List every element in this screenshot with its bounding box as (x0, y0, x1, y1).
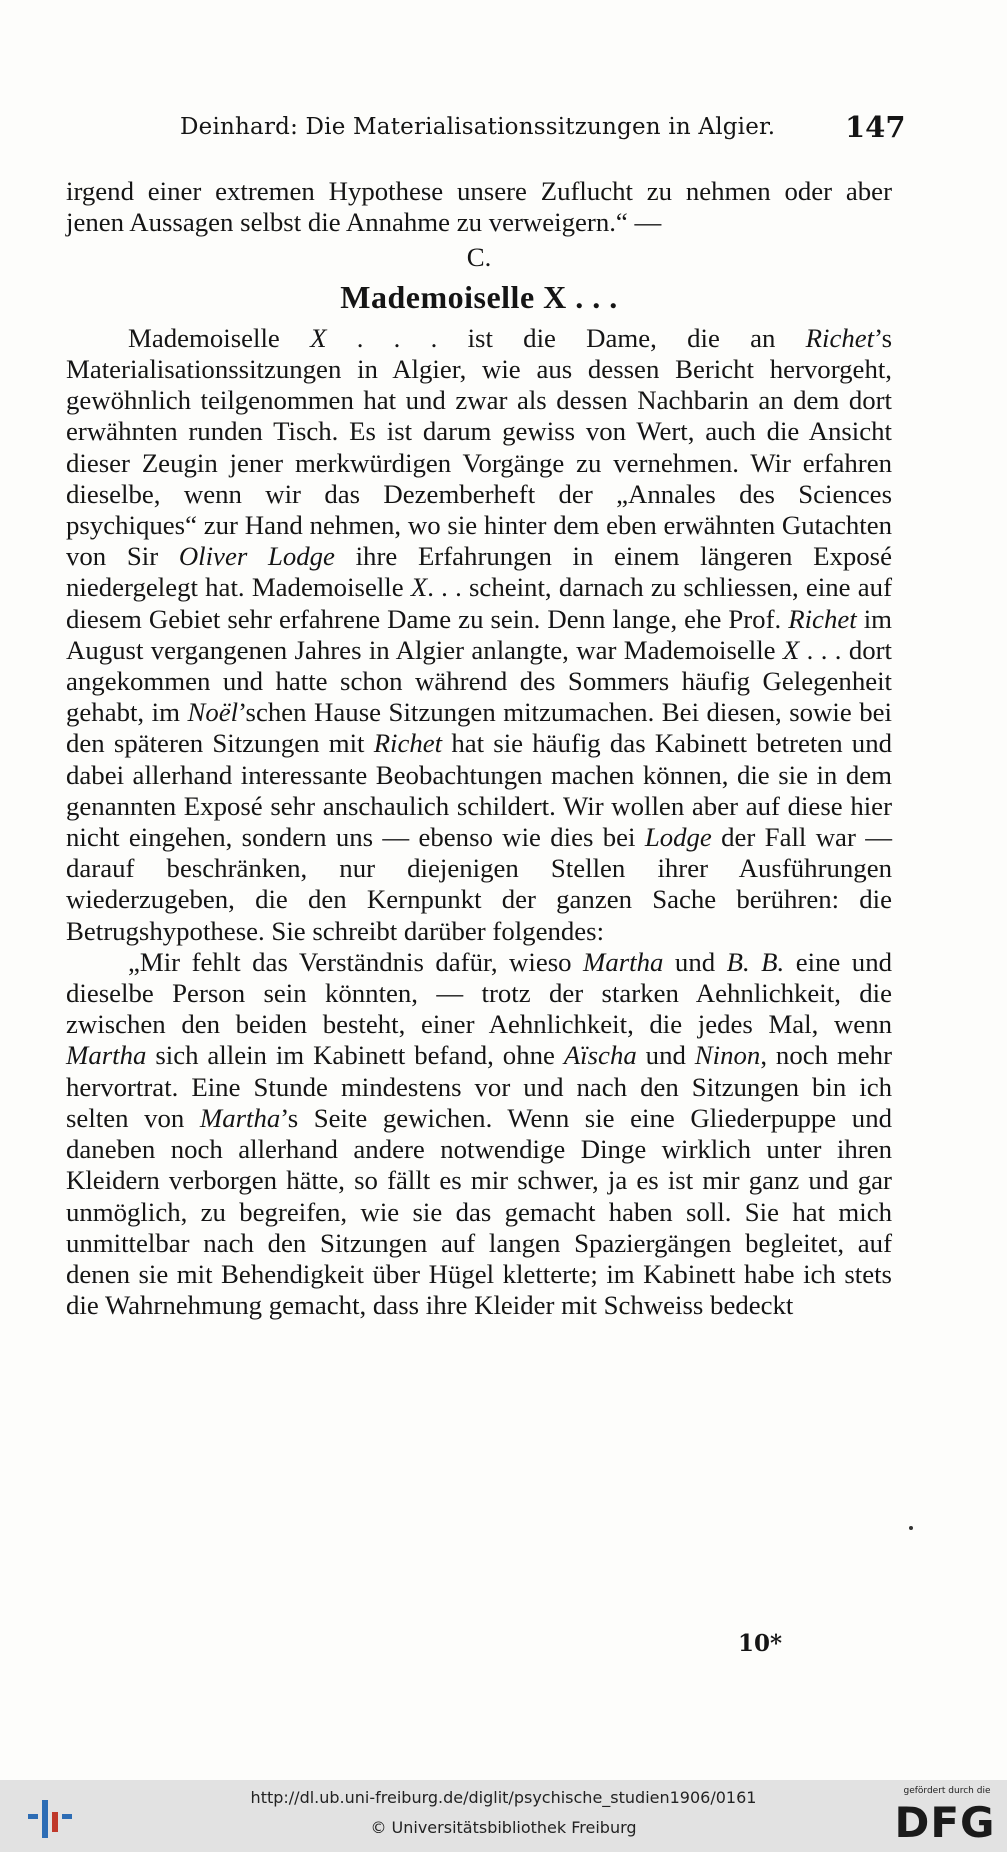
italic-name: X (782, 634, 800, 665)
footer-bar (0, 1780, 1007, 1852)
source-url-link[interactable]: http://dl.ub.uni-freiburg.de/diglit/psychische_studien1906/0161 (250, 1788, 757, 1807)
italic-name: Martha (199, 1102, 281, 1133)
italic-name: Richet (788, 603, 857, 634)
italic-name: Richet (373, 728, 443, 759)
italic-name: X (310, 322, 327, 353)
page-number: 147 (845, 110, 906, 144)
italic-name: Oliver Lodge (178, 541, 335, 572)
paragraph-intro: Mademoiselle X . . . ist die Dame, die an Richet’s Materialisationssitzungen in Algier, wie aus dessen Bericht hervorgeht, gewöhnlich teilgenommen hat und zwar als dessen Nachbarin an dem dort erwähnten runden Tisch. Es ist darum gewiss von Wert, auch die Ansicht dieser Zeugin jener merkwürdigen Vorgänge zu vernehmen. Wir erfahren dieselbe, wenn wir das Dezemberheft der „Annales des Sciences psychiques“ zur Hand nehmen, wo sie hinter dem eben erwähnten Gutachten von Sir Oliver Lodge ihre Erfahrungen in einem längeren Exposé niedergelegt hat. Mademoiselle X. . . scheint, darnach zu schliessen, eine auf diesem Gebiet sehr erfahrene Dame zu sein. Denn lange, ehe Prof. Richet im August vergangenen Jahres in Algier anlangte, war Mademoiselle X . . . dort angekommen und hatte schon während des Sommers häufig Gelegenheit gehabt, im Noël’schen Hause Sitzungen mitzumachen. Bei diesen, sowie bei den späteren Sitzungen mit Richet hat sie häufig das Kabinett betreten und dabei allerhand interessante Beobachtungen machen können, die sie in dem genannten Exposé sehr anschaulich schildert. Wir wollen aber auf diese hier nicht eingehen, sondern uns — ebenso wie dies bei Lodge der Fall war — darauf beschränken, nur diejenigen Stellen ihrer Ausführungen wiederzugeben, die den Kernpunkt der ganzen Sache berühren: die Betrugshypothese. Sie schreibt darüber folgendes: (66, 322, 892, 946)
dfg-caption: gefördert durch die (903, 1786, 991, 1796)
italic-name: Aïscha (563, 1040, 637, 1071)
italic-name: Noël (187, 697, 239, 728)
italic-name: B. B. (726, 946, 785, 977)
signature-mark: 10* (738, 1630, 783, 1657)
scan-speck (909, 1526, 913, 1530)
paragraph-quote: „Mir fehlt das Verständnis dafür, wieso Martha und B. B. eine und dieselbe Person sein könnten, — trotz der starken Aehnlichkeit, die zwischen den beiden besteht, einer Aehnlichkeit, die jedes Mal, wenn Martha sich allein im Kabinett befand, ohne Aïscha und Ninon, noch mehr hervortrat. Eine Stunde mindestens vor und nach den Sitzungen bin ich selten von Martha’s Seite gewichen. Wenn sie eine Gliederpuppe und daneben noch allerhand andere notwendige Dinge wirklich unter ihren Kleidern verborgen hätte, so fällt es mir schwer, ja es ist mir ganz und gar unmöglich, zu begreifen, wie sie das gemacht haben soll. Sie hat mich unmittelbar nach den Sitzungen auf langen Spaziergängen begleitet, auf denen sie mit Behendigkeit über Hügel kletterte; im Kabinett habe ich stets die Wahrnehmung gemacht, dass ihre Kleider mit Schweiss bedeckt (66, 946, 893, 1321)
running-header: Deinhard: Die Materialisationssitzungen in Algier. (180, 114, 776, 140)
italic-name: Martha (66, 1040, 147, 1071)
body-text (66, 176, 892, 1321)
paragraph-continuation: irgend einer extremen Hypothese unsere Zuflucht zu nehmen oder aber jenen Aussagen selbst die Annahme zu verweigern.“ — (66, 176, 892, 238)
italic-name: Martha (583, 946, 664, 977)
italic-name: Lodge (644, 822, 712, 853)
section-letter: C. (466, 242, 492, 273)
copyright-notice: © Universitätsbibliothek Freiburg (370, 1818, 637, 1837)
section-title: Mademoiselle X . . . (340, 278, 618, 315)
italic-name: X (410, 572, 428, 603)
dfg-logo-icon[interactable]: DFG (894, 1798, 996, 1847)
italic-name: Ninon (694, 1040, 761, 1071)
italic-name: Richet (805, 322, 875, 353)
